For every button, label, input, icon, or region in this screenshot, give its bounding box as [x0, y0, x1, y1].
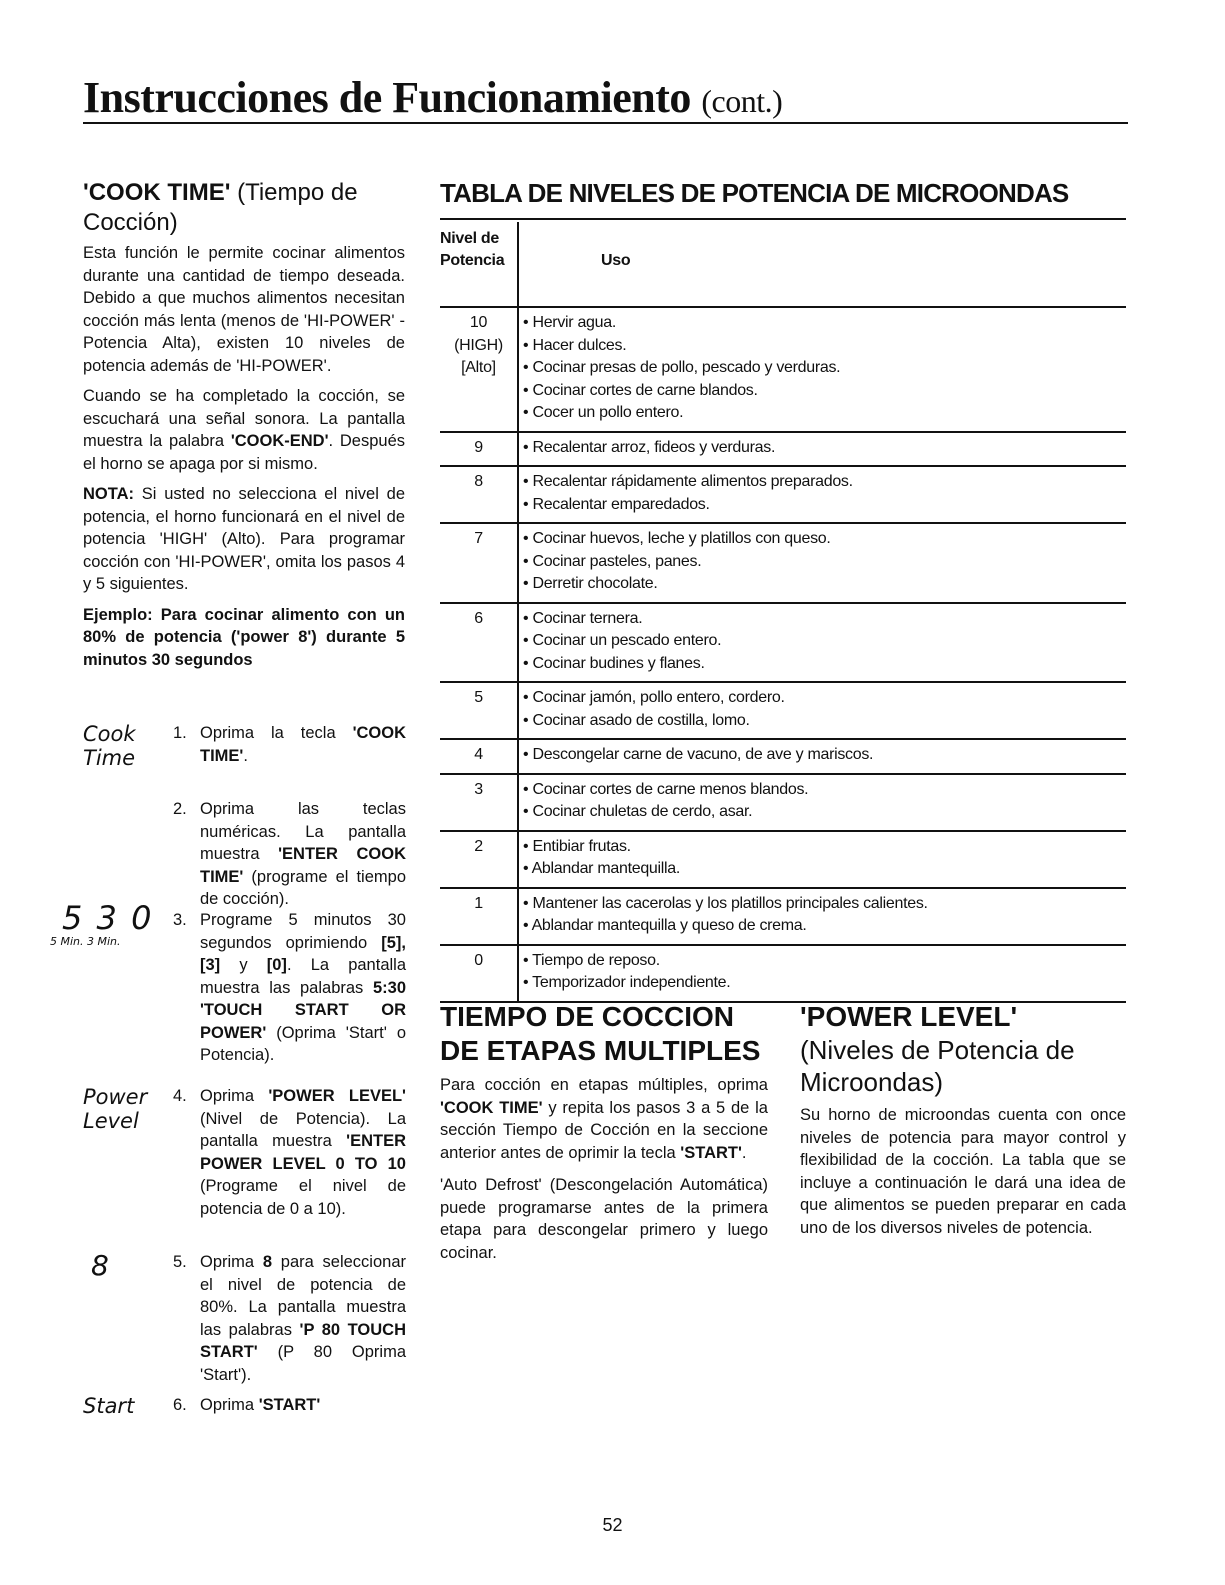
- use-item: • Mantener las cacerolas y los platillos principales calientes.: [523, 894, 928, 912]
- use-item: • Cocinar cortes de carne menos blandos.: [523, 780, 809, 798]
- use-item: • Cocinar chuletas de cerdo, asar.: [523, 803, 753, 820]
- para2-a: Cuando se ha completado la cocción, se escuchará una señal sonora. La pantalla muestra la palabra: [83, 387, 405, 450]
- nota-text: Si usted no selecciona el nivel de potencia, el horno funcionará en el nivel de potencia 'HIGH' (Alto). Para programar cocción con 'HI-POWER', omita los pasos 4 y 5 siguientes.: [83, 485, 405, 593]
- power-level-cell: 10 (HIGH) [Alto]: [440, 307, 518, 432]
- cue-power-level: Power Level: [83, 1085, 148, 1133]
- power-level-cell: 5: [440, 682, 518, 739]
- use-cell: [518, 307, 1126, 432]
- cue-cook-time: Cook Time: [83, 722, 136, 770]
- power-level-cell: 2: [440, 831, 518, 888]
- para2-c: . Después el horno se apaga por si mismo.: [83, 432, 405, 473]
- step-5-d: 'P 80 TOUCH START': [200, 1320, 406, 1361]
- cook-time-heading-bold: 'COOK TIME': [83, 179, 231, 206]
- use-cell: [518, 888, 1126, 945]
- use-item: • Cocinar budines y flanes.: [523, 654, 705, 672]
- step-2-b: 'ENTER COOK TIME': [200, 845, 406, 886]
- cook-time-steps: [50, 722, 413, 1424]
- power-level-cell: 4: [440, 739, 518, 774]
- use-item: • Cocinar ternera.: [523, 609, 643, 627]
- cook-time-heading: [83, 178, 413, 238]
- multi-p1-b: 'COOK TIME': [440, 1098, 543, 1117]
- step-number: 1.: [173, 724, 187, 742]
- step-text: [200, 909, 406, 1067]
- step-6-b: 'START': [258, 1396, 321, 1414]
- use-item: • Entibiar frutas.: [523, 837, 631, 855]
- use-item: • Ablandar mantequilla.: [523, 860, 681, 877]
- power-level-cell: 7: [440, 523, 518, 603]
- table-row: [440, 603, 1126, 683]
- use-item: • Hervir agua.: [523, 314, 616, 331]
- use-item: • Cocinar huevos, leche y platillos con queso.: [523, 530, 831, 547]
- use-cell: [518, 603, 1126, 683]
- use-item: • Cocinar asado de costilla, lomo.: [523, 711, 750, 729]
- title-suffix: (cont.): [701, 83, 783, 119]
- nota-label: NOTA:: [83, 485, 135, 503]
- table-row: [440, 307, 1126, 432]
- step-5-b: 8: [262, 1253, 273, 1271]
- table-row: [440, 739, 1126, 774]
- step-4-c: (Nivel de Potencia). La pantalla muestra: [200, 1109, 406, 1150]
- table-row: [440, 774, 1126, 831]
- step-text: [200, 1251, 406, 1386]
- header-level: Nivel de Potencia: [440, 222, 518, 307]
- use-item: • Tiempo de reposo.: [523, 951, 660, 969]
- use-item: • Recalentar rápidamente alimentos preparados.: [523, 473, 853, 490]
- step-4: [83, 1085, 413, 1251]
- page-number: 52: [602, 1515, 623, 1535]
- cook-time-heading-rest: (Tiempo de Cocción): [83, 179, 358, 236]
- use-cell: [518, 945, 1126, 1002]
- step-1-c: .: [243, 746, 248, 765]
- use-item: • Cocinar un pescado entero.: [523, 632, 722, 649]
- use-item: • Cocinar jamón, pollo entero, cordero.: [523, 689, 785, 706]
- use-cell: [518, 774, 1126, 831]
- step-text: [200, 1085, 406, 1220]
- step-3-e: . La pantalla muestra las palabras: [200, 956, 407, 997]
- multi-stage-heading: TIEMPO DE COCCION DE ETAPAS MULTIPLES: [440, 1001, 761, 1066]
- step-3-a: Programe 5 minutos 30 segundos oprimiendo: [200, 911, 406, 952]
- table-header-row: [440, 222, 1126, 307]
- step-text: [200, 1394, 406, 1417]
- power-level-heading: 'POWER LEVEL': [800, 1001, 1018, 1032]
- use-cell: [518, 831, 1126, 888]
- step-1-a: Oprima la tecla: [200, 724, 353, 742]
- step-4-b: 'POWER LEVEL': [268, 1087, 406, 1105]
- table-row: [440, 888, 1126, 945]
- power-level-section: [800, 1000, 1126, 1239]
- step-2-a: Oprima las teclas numéricas. La pantalla muestra: [200, 800, 406, 863]
- use-item: • Hacer dulces.: [523, 336, 627, 354]
- step-number: 2.: [173, 800, 187, 818]
- step-5: [83, 1251, 413, 1394]
- use-item: • Derretir chocolate.: [523, 575, 658, 592]
- step-6: [83, 1394, 413, 1424]
- step-4-d: 'ENTER POWER LEVEL 0 TO 10: [200, 1132, 406, 1173]
- use-item: • Cocinar presas de pollo, pescado y verduras.: [523, 359, 841, 376]
- table-title: TABLA DE NIVELES DE POTENCIA DE MICROONDAS: [440, 178, 1069, 208]
- power-level-cell: 6: [440, 603, 518, 683]
- title-text: Instrucciones de Funcionamiento: [83, 73, 691, 122]
- step-3-d: [0]: [266, 956, 287, 974]
- multi-stage-para1: [440, 1074, 768, 1164]
- use-item: • Cocer un pollo entero.: [523, 404, 684, 421]
- table-row: [440, 945, 1126, 1002]
- table-row: [440, 466, 1126, 523]
- use-item: • Recalentar emparedados.: [523, 495, 710, 513]
- step-5-c: para seleccionar el nivel de potencia de 80%. La pantalla muestra las palabras: [200, 1253, 406, 1339]
- step-4-a: Oprima: [200, 1087, 269, 1105]
- step-text: [200, 722, 406, 767]
- power-level-cell: 1: [440, 888, 518, 945]
- use-cell: [518, 682, 1126, 739]
- step-number: 5.: [173, 1253, 187, 1271]
- page-title: [83, 72, 782, 123]
- header-rule: [83, 122, 1128, 124]
- step-5-a: Oprima: [200, 1253, 263, 1271]
- step-2: [83, 798, 413, 909]
- power-level-cell: 9: [440, 432, 518, 467]
- table-row: [440, 523, 1126, 603]
- multi-p1-a: Para cocción en etapas múltiples, oprima: [440, 1076, 768, 1094]
- power-level-cell: 3: [440, 774, 518, 831]
- table-row: [440, 831, 1126, 888]
- step-3-b: [5], [3]: [200, 933, 406, 974]
- use-cell: [518, 739, 1126, 774]
- step-3-c: y: [220, 956, 267, 974]
- power-level-cell: 0: [440, 945, 518, 1002]
- use-item: • Temporizador independiente.: [523, 974, 731, 991]
- use-cell: [518, 523, 1126, 603]
- cook-time-para1: Esta función le permite cocinar alimentos durante una cantidad de tiempo deseada. Debido a que muchos alimentos necesitan cocción más lenta (menos de 'HI-POWER' - Potencia Alta), existen 10 niveles de potencia además de 'HI-POWER'.: [83, 244, 405, 375]
- step-3-g: (Oprima 'Start' o Potencia).: [200, 1023, 406, 1064]
- step-2-c: (programe el tiempo de cocción).: [200, 867, 406, 908]
- table-body: [440, 307, 1126, 1002]
- cue-start: Start: [83, 1394, 135, 1418]
- step-4-e: (Programe el nivel de potencia de 0 a 10).: [200, 1177, 406, 1218]
- use-item: • Descongelar carne de vacuno, de ave y mariscos.: [523, 746, 874, 763]
- header-use: Uso: [518, 222, 1126, 307]
- multi-p1-d: 'START': [680, 1143, 742, 1162]
- multi-p1-c: y repita los pasos 3 a 5 de la sección Tiempo de Cocción en la seccione anterior antes de oprimir la tecla: [440, 1098, 768, 1162]
- multi-p1-e: .: [741, 1143, 747, 1162]
- power-level-table: [440, 222, 1126, 1003]
- cook-time-para2: [83, 385, 405, 475]
- step-6-a: Oprima: [200, 1396, 259, 1414]
- use-item: • Cocinar cortes de carne blandos.: [523, 381, 758, 399]
- step-text: [200, 798, 406, 911]
- cue-eight: 8: [91, 1249, 109, 1282]
- table-row: [440, 682, 1126, 739]
- multi-stage-para2: 'Auto Defrost' (Descongelación Automática) puede programarse antes de la primera etapa para descongelar primero y luego cocinar.: [440, 1176, 768, 1262]
- cook-time-nota: [83, 483, 405, 596]
- power-level-text: Su horno de microondas cuenta con once niveles de potencia para mayor control y flexibilidad de la cocción. La tabla que se incluye a continuación le dará una idea de que alimentos se pueden preparar en cada uno de los diversos niveles de potencia.: [800, 1106, 1126, 1237]
- use-item: • Recalentar arroz, fideos y verduras.: [523, 438, 776, 456]
- cue-digits: 5 3 0: [62, 899, 154, 937]
- use-item: • Cocinar pasteles, panes.: [523, 552, 702, 570]
- use-cell: [518, 466, 1126, 523]
- step-5-e: (P 80 Oprima 'Start').: [200, 1343, 406, 1384]
- table-top-rule: [440, 218, 1126, 220]
- step-1-b: 'COOK TIME': [200, 724, 406, 765]
- cook-time-body: [83, 242, 405, 679]
- para2-b: 'COOK-END': [230, 432, 329, 450]
- step-1: [83, 722, 413, 798]
- cue-digits-sub: 5 Min. 3 Min.: [50, 935, 121, 948]
- multi-stage-section: [440, 1000, 768, 1264]
- power-level-subheading: (Niveles de Potencia de Microondas): [800, 1035, 1075, 1097]
- step-number: 3.: [173, 911, 187, 929]
- power-level-cell: 8: [440, 466, 518, 523]
- step-number: 4.: [173, 1087, 187, 1105]
- step-3-f: 5:30 'TOUCH START OR POWER': [200, 978, 406, 1042]
- step-3: [50, 899, 413, 1085]
- table-row: [440, 432, 1126, 467]
- use-item: • Ablandar mantequilla y queso de crema.: [523, 917, 807, 934]
- use-cell: [518, 432, 1126, 467]
- step-number: 6.: [173, 1396, 187, 1414]
- cook-time-example: Ejemplo: Para cocinar alimento con un 80% de potencia ('power 8') durante 5 minutos 30 segundos: [83, 605, 405, 669]
